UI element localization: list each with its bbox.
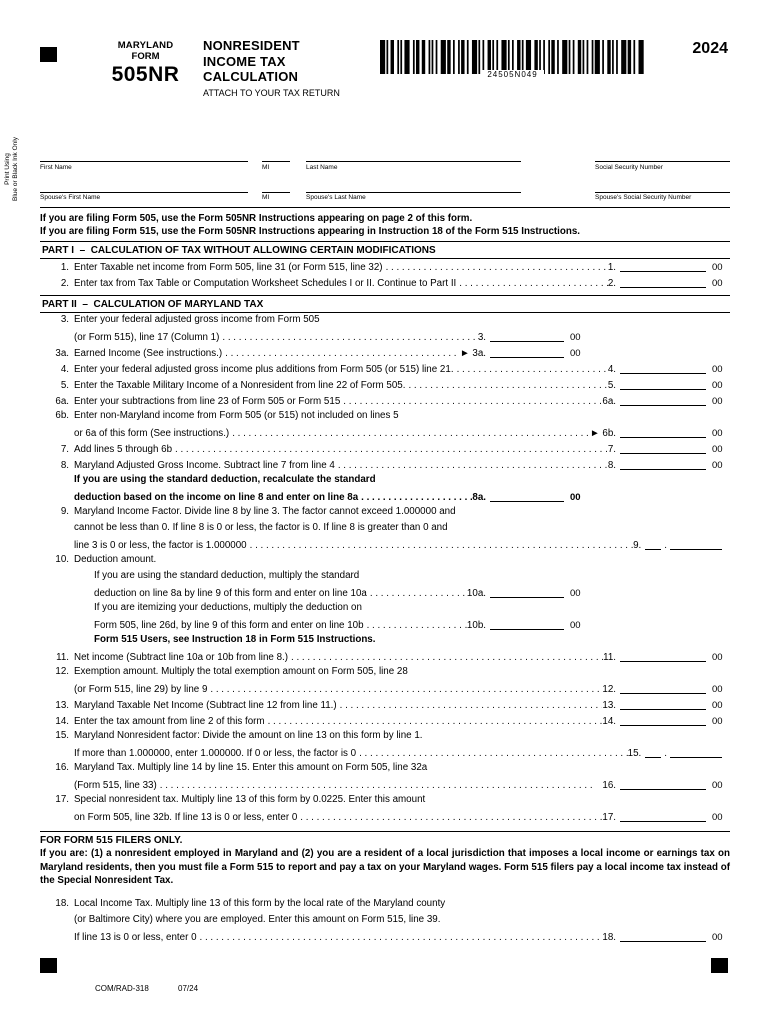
cents-label: 00	[712, 716, 723, 727]
line-number: 1.	[60, 262, 69, 273]
dot-leader	[454, 364, 608, 375]
line-ref-label: ► 3a.	[459, 348, 486, 359]
spouse-ssn-label: Spouse's Social Security Number	[595, 194, 692, 201]
filing-note-505: If you are filing Form 505, use the Form 505NR Instructions appearing on page 2 of this form.	[40, 213, 473, 224]
line-ref-label: 17.	[602, 812, 616, 823]
spouse-last-name-input[interactable]	[306, 179, 521, 193]
barcode-text: 24505N049	[481, 70, 543, 79]
dot-leader	[222, 348, 460, 359]
form-line-3	[40, 314, 730, 330]
form-line-16	[40, 762, 730, 778]
factor-field-decimal-15[interactable]	[670, 748, 722, 758]
line-number: 18.	[55, 897, 69, 909]
name-row-2	[40, 179, 730, 202]
form-line-cont	[40, 746, 730, 762]
form-line-cont	[40, 490, 730, 506]
spouse-last-name-label: Spouse's Last Name	[306, 194, 366, 201]
last-name-label: Last Name	[306, 163, 338, 171]
registration-mark-bottom-right	[711, 958, 728, 973]
form-line-2	[40, 276, 730, 292]
line-text: Form 505, line 26d, by line 9 of this form and enter on line 10b	[94, 620, 364, 631]
cents-label: 00	[570, 348, 581, 359]
line-text: line 3 is 0 or less, the factor is 1.000000	[74, 540, 247, 551]
form-line-cont	[40, 522, 730, 538]
mi-input[interactable]	[262, 148, 290, 162]
dot-leader	[219, 332, 477, 343]
form-title-line-2: INCOME TAX	[203, 53, 286, 69]
line-number: 3a.	[55, 348, 69, 359]
cents-label: 00	[712, 364, 723, 375]
cents-label: 00	[712, 278, 723, 289]
last-name-input[interactable]	[306, 148, 521, 162]
amount-field-11[interactable]	[620, 652, 706, 662]
form-line-cont	[40, 778, 730, 794]
cents-label: 00	[570, 492, 581, 503]
part2-rows	[40, 313, 730, 826]
line-ref-label: 2.	[607, 278, 616, 289]
form-identity-block	[98, 40, 193, 87]
cents-label: 00	[712, 396, 723, 407]
line-text: Enter the tax amount from line 2 of this form	[74, 716, 265, 727]
dot-leader	[288, 652, 603, 663]
line-number: 4.	[60, 364, 69, 375]
line-number: 3.	[60, 314, 69, 325]
amount-field-2[interactable]	[620, 278, 706, 288]
line-number: 16.	[55, 762, 69, 773]
line-ref-label: 7.	[607, 444, 616, 455]
line-number: 14.	[55, 716, 69, 727]
spouse-mi-label: MI	[262, 194, 270, 201]
form-line-6b	[40, 410, 730, 426]
cents-label: 00	[712, 684, 723, 695]
amount-field-10b[interactable]	[490, 620, 564, 630]
field-mi	[262, 148, 290, 171]
field-spouse-first-name	[40, 179, 248, 202]
form-title-block	[203, 38, 393, 98]
ink-note-line-1: Print Using	[4, 153, 11, 185]
dot-leader	[364, 620, 467, 631]
line-text: cannot be less than 0. If line 8 is 0 or less, the factor is 0. If line 8 is greater than 0 and	[74, 522, 448, 533]
ink-instruction-note	[4, 114, 22, 224]
form-line-cont	[40, 330, 730, 346]
form-line-6a	[40, 394, 730, 410]
cents-label: 00	[712, 812, 723, 823]
barcode	[380, 40, 645, 82]
line-ref-label: 8.	[607, 460, 616, 471]
state-name: MARYLAND	[117, 40, 174, 51]
line-text: Enter Taxable net income from Form 505, line 31 (or Form 515, line 32)	[74, 262, 383, 273]
form-line-9	[40, 506, 730, 522]
form-code: COM/RAD-318	[95, 984, 149, 993]
line-text: If line 13 is 0 or less, enter 0	[74, 931, 197, 943]
line-number: 6a.	[55, 396, 69, 407]
form-line-cont	[40, 474, 730, 490]
form-line-13	[40, 698, 730, 714]
form-line-cont	[40, 602, 730, 618]
line-number: 11.	[56, 652, 69, 663]
line-text: Maryland Nonresident factor: Divide the amount on line 13 on this form by line 1.	[74, 730, 423, 741]
line-ref-label: 9.	[633, 540, 642, 551]
amount-field-14[interactable]	[620, 716, 706, 726]
line-ref-label: 10b.	[466, 620, 486, 631]
field-spouse-last-name	[306, 179, 521, 202]
ssn-input[interactable]	[595, 148, 730, 162]
line-number: 13.	[55, 700, 69, 711]
cents-label: 00	[712, 780, 723, 791]
line-ref-label: 15.	[627, 748, 642, 759]
form-line-cont	[40, 634, 730, 650]
form-line-cont	[40, 586, 730, 602]
line-text: (or Form 515), line 17 (Column 1)	[74, 332, 220, 343]
line-ref-label: 16.	[602, 780, 616, 791]
decimal-point: .	[664, 748, 667, 759]
decimal-point: .	[664, 540, 667, 551]
amount-field-16[interactable]	[620, 780, 706, 790]
ssn-label: Social Security Number	[595, 163, 663, 171]
form-title-line-3: CALCULATION	[203, 69, 299, 84]
barcode-caption	[380, 64, 645, 82]
form515-heading: FOR FORM 515 FILERS ONLY.	[40, 831, 730, 846]
form-line-cont	[40, 682, 730, 698]
form-line-1	[40, 260, 730, 276]
amount-field-8[interactable]	[620, 460, 706, 470]
line-text: Maryland Income Factor. Divide line 8 by line 3. The factor cannot exceed 1.000000 and	[74, 506, 456, 517]
dot-leader	[340, 396, 602, 407]
dot-leader	[229, 428, 590, 439]
line-text: Earned Income (See instructions.)	[74, 348, 223, 359]
ink-note-line-2: Blue or Black Ink Only	[12, 137, 19, 201]
amount-field-12[interactable]	[620, 684, 706, 694]
line-text: Add lines 5 through 6b	[74, 444, 173, 455]
mi-label: MI	[262, 163, 270, 171]
dot-leader	[405, 380, 607, 391]
form-line-12	[40, 666, 730, 682]
dot-leader	[172, 444, 608, 455]
name-section	[40, 148, 730, 201]
spouse-first-name-label: Spouse's First Name	[40, 194, 101, 201]
line-text: If you are itemizing your deductions, multiply the deduction on	[94, 602, 362, 613]
line-ref-label: 18.	[602, 931, 616, 943]
line-text: Deduction amount.	[74, 554, 157, 565]
amount-field-3[interactable]	[490, 332, 564, 342]
form-title-line-1: NONRESIDENT	[203, 38, 300, 53]
line-number: 12.	[55, 666, 69, 677]
field-last-name	[306, 148, 521, 171]
line-number: 17.	[55, 794, 69, 805]
amount-field-8a[interactable]	[490, 492, 564, 502]
dot-leader	[207, 684, 602, 695]
line-ref-label: 10a.	[466, 588, 486, 599]
line-text: Net income (Subtract line 10a or 10b from line 8.)	[74, 652, 289, 663]
line-text: Enter your subtractions from line 23 of Form 505 or Form 515	[74, 396, 341, 407]
field-spouse-ssn	[595, 179, 730, 202]
cents-label: 00	[712, 652, 723, 663]
part1-heading: PART I – CALCULATION OF TAX WITHOUT ALLOWING CERTAIN MODIFICATIONS	[40, 241, 730, 259]
cents-label: 00	[712, 444, 723, 455]
cents-label: 00	[712, 380, 723, 391]
line-text: Form 515 Users, see Instruction 18 in Form 515 Instructions.	[94, 634, 376, 645]
line-text: If more than 1.000000, enter 1.000000. If 0 or less, the factor is 0	[74, 748, 357, 759]
form-line-17	[40, 794, 730, 810]
line-text: deduction on line 8a by line 9 of this form and enter on line 10a	[94, 588, 367, 599]
line-text: Exemption amount. Multiply the total exemption amount on Form 505, line 28	[74, 666, 408, 677]
line-number: 5.	[60, 380, 69, 391]
dot-leader	[157, 780, 603, 791]
form-word: FORM	[131, 51, 160, 62]
line-ref-label: 3.	[477, 332, 486, 343]
amount-field-7[interactable]	[620, 444, 706, 454]
line-number: 15.	[55, 730, 69, 741]
line-text: (Form 515, line 33)	[74, 780, 157, 791]
line-ref-label: 14.	[602, 716, 616, 727]
line-ref-label: 4.	[607, 364, 616, 375]
dot-leader	[265, 716, 603, 727]
form-line-cont	[40, 538, 730, 554]
registration-mark-bottom-left	[40, 958, 57, 973]
spouse-first-name-input[interactable]	[40, 179, 248, 193]
cents-label: 00	[712, 262, 723, 273]
tax-year: 2024	[692, 40, 728, 57]
line-number: 2.	[60, 278, 69, 289]
amount-field-6a[interactable]	[620, 396, 706, 406]
amount-field-6b[interactable]	[620, 428, 706, 438]
form-line-7	[40, 442, 730, 458]
line-text: If you are using the standard deduction, recalculate the standard	[74, 474, 376, 485]
line-number: 9.	[60, 506, 69, 517]
form-line-cont	[40, 914, 730, 930]
form515-paragraph: If you are: (1) a nonresident employed in Maryland and (2) you are a resident of a local jurisdiction that imposes a local income or earnings tax on Maryland residents, then you must file a Form 515 to report and pay a tax on your Maryland wages. Form 515 filers pay a local income tax instead of the Special Nonresident Tax.	[40, 848, 730, 886]
line-text: on Form 505, line 32b. If line 13 is 0 or less, enter 0	[74, 812, 298, 823]
dot-leader	[356, 748, 628, 759]
cents-label: 00	[712, 931, 723, 943]
amount-field-18[interactable]	[620, 932, 706, 942]
line-text: Local Income Tax. Multiply line 13 of this form by the local rate of the Maryland county	[74, 897, 446, 909]
line-ref-label: 8a.	[472, 492, 486, 503]
field-ssn	[595, 148, 730, 171]
name-section-divider	[40, 207, 730, 208]
line-ref-label: 5.	[607, 380, 616, 391]
form-line-14	[40, 714, 730, 730]
line-text: Maryland Taxable Net Income (Subtract line 12 from line 11.)	[74, 700, 337, 711]
amount-field-13[interactable]	[620, 700, 706, 710]
dot-leader	[383, 262, 608, 273]
part2-heading: PART II – CALCULATION OF MARYLAND TAX	[40, 295, 730, 313]
line-ref-label: 13.	[602, 700, 616, 711]
dot-leader	[335, 460, 608, 471]
line-text: If you are using the standard deduction, multiply the standard	[94, 570, 360, 581]
form-body	[40, 148, 730, 946]
line-number: 6b.	[55, 410, 69, 421]
line-text: Enter your federal adjusted gross income from Form 505	[74, 314, 320, 325]
form-line-5	[40, 378, 730, 394]
line-number: 8.	[60, 460, 69, 471]
line-text: Enter non-Maryland income from Form 505 (or 515) not included on lines 5	[74, 410, 399, 421]
dot-leader	[247, 540, 633, 551]
filing-note-515: If you are filing Form 515, use the Form 505NR Instructions appearing in Instruction 18 of the Form 515 Instructions.	[40, 226, 581, 237]
amount-field-4[interactable]	[620, 364, 706, 374]
first-name-input[interactable]	[40, 148, 248, 162]
spouse-ssn-input[interactable]	[595, 179, 730, 193]
form-line-4	[40, 362, 730, 378]
cents-label: 00	[712, 460, 723, 471]
revision-date: 07/24	[178, 984, 199, 993]
dot-leader	[197, 932, 603, 943]
filing-instructions	[40, 212, 730, 238]
line-text: Enter your federal adjusted gross income plus additions from Form 505 (or 515) line 21.	[74, 364, 454, 375]
dot-leader	[367, 588, 467, 599]
factor-field-decimal-9[interactable]	[670, 540, 722, 550]
line-text: Enter the Taxable Military Income of a Nonresident from line 22 of Form 505.	[74, 380, 406, 391]
line-text: Enter tax from Tax Table or Computation Worksheet Schedules I or II. Continue to Part II	[74, 278, 457, 289]
line-text: deduction based on the income on line 8 and enter on line 8a	[74, 492, 359, 503]
first-name-label: First Name	[40, 163, 72, 171]
form-line-11	[40, 650, 730, 666]
dot-leader	[456, 278, 608, 289]
amount-field-3a[interactable]	[490, 348, 564, 358]
line-number: 10.	[55, 554, 69, 565]
line-text: or 6a of this form (See instructions.)	[74, 428, 230, 439]
dot-leader	[297, 812, 602, 823]
form-line-3a	[40, 346, 730, 362]
line-text: (or Form 515, line 29) by line 9	[74, 684, 208, 695]
line-text: Maryland Tax. Multiply line 14 by line 15. Enter this amount on Form 505, line 32a	[74, 762, 428, 773]
form-line-cont	[40, 426, 730, 442]
dot-leader	[337, 700, 603, 711]
factor-field-whole-15[interactable]	[645, 748, 661, 758]
line-ref-label: 11.	[603, 652, 616, 663]
cents-label: 00	[712, 428, 723, 439]
form-line-8	[40, 458, 730, 474]
line-ref-label: ► 6b.	[589, 428, 616, 439]
amount-field-5[interactable]	[620, 380, 706, 390]
form-line-15	[40, 730, 730, 746]
cents-label: 00	[570, 332, 581, 343]
attach-note: ATTACH TO YOUR TAX RETURN	[203, 87, 340, 98]
form-header	[40, 38, 730, 113]
factor-field-whole-9[interactable]	[645, 540, 661, 550]
field-spouse-mi	[262, 179, 290, 202]
form-line-18	[40, 898, 730, 914]
amount-field-10a[interactable]	[490, 588, 564, 598]
form-number: 505NR	[111, 63, 180, 86]
name-row-1	[40, 148, 730, 171]
dot-leader	[358, 492, 472, 503]
line-ref-label: 12.	[602, 684, 616, 695]
line-text: (or Baltimore City) where you are employed. Enter this amount on Form 515, line 39.	[74, 913, 441, 925]
form-line-cont	[40, 618, 730, 634]
form515-rows	[40, 897, 730, 946]
part1-rows	[40, 259, 730, 292]
line-text: Maryland Adjusted Gross Income. Subtract line 7 from line 4	[74, 460, 335, 471]
line-text: Special nonresident tax. Multiply line 13 of this form by 0.0225. Enter this amount	[74, 794, 426, 805]
line-ref-label: 1.	[607, 262, 616, 273]
form-line-cont	[40, 810, 730, 826]
cents-label: 00	[570, 588, 581, 599]
amount-field-17[interactable]	[620, 812, 706, 822]
cents-label: 00	[570, 620, 581, 631]
spouse-mi-input[interactable]	[262, 179, 290, 193]
cents-label: 00	[712, 700, 723, 711]
amount-field-1[interactable]	[620, 262, 706, 272]
form-line-cont	[40, 570, 730, 586]
form-line-10	[40, 554, 730, 570]
form-line-cont	[40, 930, 730, 946]
line-ref-label: 6a.	[602, 396, 616, 407]
line-number: 7.	[60, 444, 69, 455]
field-first-name	[40, 148, 248, 171]
